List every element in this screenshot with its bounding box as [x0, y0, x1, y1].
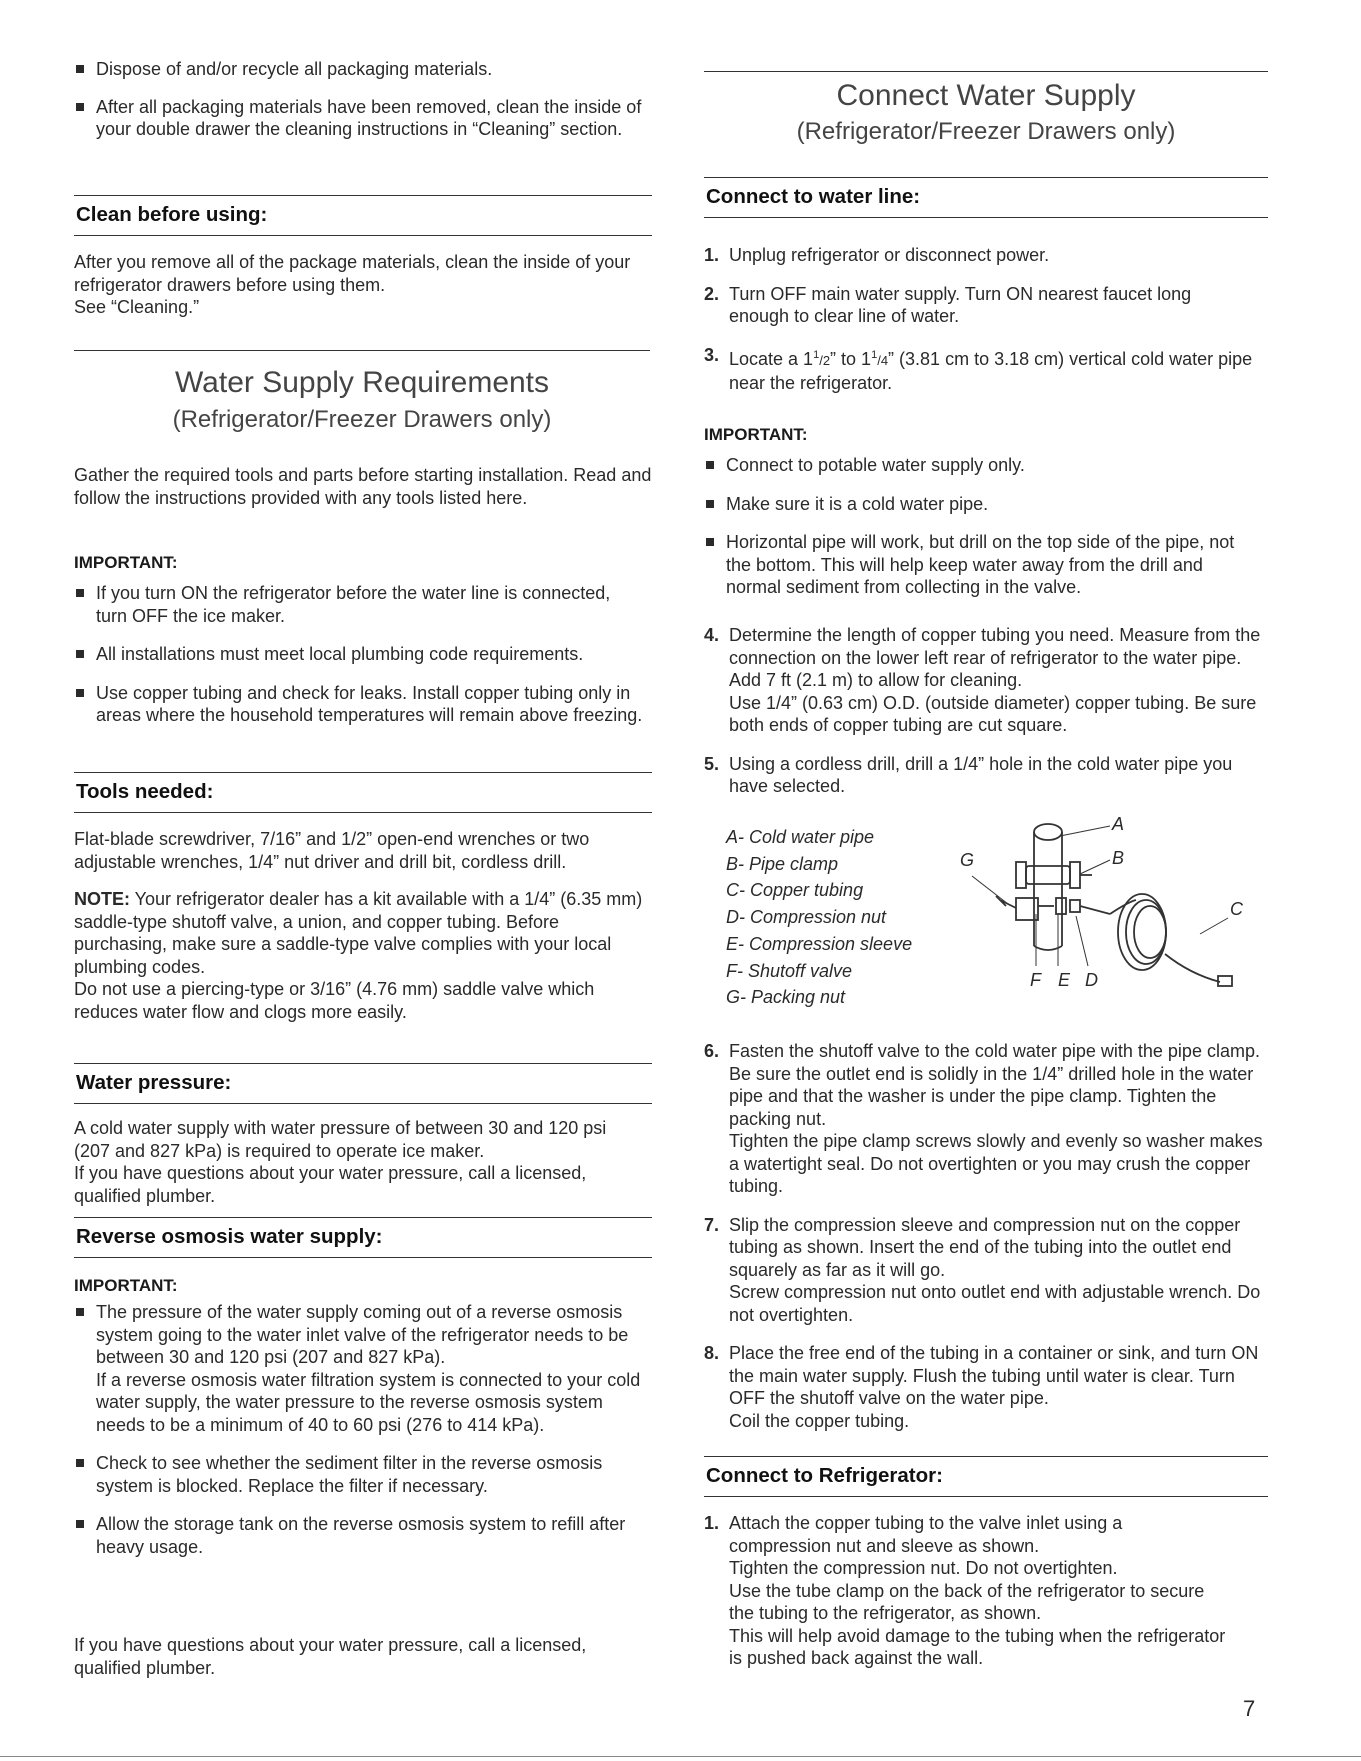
list-item: Make sure it is a cold water pipe.: [704, 493, 1260, 516]
important-label: IMPORTANT:: [704, 425, 808, 444]
requirements-bullets: [74, 582, 664, 727]
legend-item: F- Shutoff valve: [726, 960, 853, 981]
important-label: IMPORTANT:: [74, 553, 178, 572]
shutoff-valve-diagram: [960, 814, 1250, 1004]
pressure-paragraph: A cold water supply with water pressure of between 30 and 120 psi (207 and 827 kPa) is required to operate ice maker.: [74, 1118, 607, 1161]
list-item: Check to see whether the sediment filter in the reverse osmosis system is blocked. Replace the filter if necessary.: [74, 1452, 654, 1497]
note-label: NOTE:: [74, 889, 130, 909]
connect-water-subtitle: (Refrigerator/Freezer Drawers only): [796, 118, 1176, 145]
steps-6-8: [704, 1040, 1268, 1432]
connect-water-title: Connect Water Supply: [836, 79, 1136, 112]
step-6: 6. Fasten the shutoff valve to the cold water pipe with the pipe clamp. Be sure the outlet end is solidly in the 1/4” drilled hole in the water pipe and that the washer is under the pipe clamp. Tighten the packing nut. Tighten the pipe clamp screws slowly and evenly so washer makes a watertight seal. Do not overtighten or you may crush the copper tubing.: [704, 1041, 1263, 1196]
legend-item: B- Pipe clamp: [726, 853, 839, 874]
step-8: 8. Place the free end of the tubing in a container or sink, and turn ON the main water supply. Flush the tubing until water is clear. Turn OFF the shutoff valve on the water pipe. Coil the copper tubing.: [704, 1343, 1259, 1431]
list-item: Horizontal pipe will work, but drill on the top side of the pipe, not the bottom. This will help keep water away from the drill and normal sediment from collecting in the valve.: [704, 531, 1260, 599]
tools-heading: Tools needed:: [74, 772, 652, 813]
intro-bullets: [74, 58, 654, 141]
list-item: [74, 1301, 654, 1436]
page-bottom-rule: [0, 1756, 1361, 1757]
section-rule: [704, 71, 1268, 72]
label-b: B: [1112, 848, 1125, 868]
step-7: 7. Slip the compression sleeve and compression nut on the copper tubing as shown. Insert the end of the tubing into the outlet end squarely as far as it will go. Screw compression nut onto outlet end with adjustable wrench. Do not overtighten.: [704, 1214, 1261, 1325]
legend-item: D- Compression nut: [726, 907, 887, 928]
step-1: 1. Unplug refrigerator or disconnect power.: [704, 245, 1050, 265]
copper-tubing-coil: [1110, 894, 1232, 986]
water-requirements-title: Water Supply Requirements: [174, 366, 550, 399]
label-a: A: [1112, 814, 1125, 834]
water-line-steps: [704, 244, 1268, 395]
leader-lines: [972, 826, 1228, 966]
list-item: After all packaging materials have been removed, clean the inside of your double drawer the cleaning instructions in “Cleaning” section.: [74, 96, 654, 141]
list-item: Allow the storage tank on the reverse osmosis system to refill after heavy usage.: [74, 1513, 676, 1558]
reverse-osmosis-bullets: [74, 1301, 654, 1558]
tools-section: [74, 828, 654, 1023]
page-number: 7: [1243, 1696, 1256, 1721]
section-rule: [74, 350, 650, 351]
list-item: Connect to potable water supply only.: [704, 454, 1260, 477]
label-c: C: [1230, 899, 1243, 919]
step-3: 3. Locate a $1^1/2$” to $1^1/4$” (3.81 cm to 3.18 cm) vertical cold water pipe near the refrigerator.: [704, 344, 1253, 393]
tools-note-warning: Do not use a piercing-type or 3/16” (4.76 mm) saddle valve which reduces water flow and clogs more easily.: [74, 979, 595, 1022]
pressure-heading: Water pressure:: [74, 1063, 652, 1104]
pressure-section: [74, 1117, 634, 1207]
clean-heading: Clean before using:: [74, 195, 652, 236]
note-text: Your refrigerator dealer has a kit available with a 1/4” (6.35 mm) saddle-type shutoff valve, a union, and copper tubing. Before purchasing, make sure a saddle-type valve complies with your local plumbing codes.: [74, 889, 643, 977]
water-requirements-subtitle: (Refrigerator/Freezer Drawers only): [172, 406, 552, 433]
legend-item: A- Cold water pipe: [726, 827, 875, 847]
reverse-osmosis-heading: Reverse osmosis water supply:: [74, 1217, 652, 1258]
label-d: D: [1085, 970, 1098, 990]
tools-note: [74, 888, 654, 978]
list-item: Use copper tubing and check for leaks. Install copper tubing only in areas where the household temperatures will remain above freezing.: [74, 682, 656, 727]
ro-closing-note: If you have questions about your water pressure, call a licensed, qualified plumber.: [74, 1635, 587, 1678]
label-g: G: [960, 850, 975, 870]
water-line-heading: Connect to water line:: [704, 177, 1268, 218]
step-4: 4. Determine the length of copper tubing you need. Measure from the connection on the lower left rear of refrigerator to the water pipe. Add 7 ft (2.1 m) to allow for cleaning. Use 1/4” (0.63 cm) O.D. (outside diameter) copper tubing. Be sure both ends of copper tubing are cut square.: [704, 625, 1261, 735]
label-f: F: [1030, 970, 1041, 990]
important-label: IMPORTANT:: [74, 1276, 178, 1295]
refrigerator-step-1: 1. Attach the copper tubing to the valve inlet using a compression nut and sleeve as shown. Tighten the compression nut. Do not overtighten. Use the tube clamp on the back of the refrigerator to secure the tubing to the refrigerator, as shown. This will help avoid damage to the tubing when the refrigerator is pushed back against the wall.: [704, 1513, 1226, 1668]
compression-fittings: [1056, 898, 1110, 914]
pipe-clamp: [1016, 862, 1092, 888]
connect-refrigerator-heading: Connect to Refrigerator:: [704, 1456, 1268, 1497]
clean-paragraph: After you remove all of the package materials, clean the inside of your refrigerator drawers before using them.: [74, 252, 631, 295]
list-item: All installations must meet local plumbing code requirements.: [74, 643, 664, 666]
ro-filtration-requirement: If a reverse osmosis water filtration system is connected to your cold water supply, the water pressure to the reverse osmosis system needs to be a minimum of 40 to 60 psi (276 to 414 kPa).: [96, 1369, 641, 1435]
ro-pressure-requirement: The pressure of the water supply coming out of a reverse osmosis system going to the water inlet valve of the refrigerator needs to be between 30 and 120 psi (207 and 827 kPa).: [96, 1302, 629, 1367]
clean-section: [74, 251, 654, 319]
shutoff-valve: [996, 896, 1054, 920]
legend-item: C- Copper tubing: [726, 880, 864, 901]
list-item: Dispose of and/or recycle all packaging materials.: [74, 58, 654, 81]
step-2: 2. Turn OFF main water supply. Turn ON nearest faucet long enough to clear line of water.: [704, 283, 1192, 326]
steps-4-5: [704, 624, 1268, 798]
clean-see-cleaning: See “Cleaning.”: [74, 297, 200, 317]
diagram-legend: [726, 824, 966, 1011]
pressure-plumber: If you have questions about your water pressure, call a licensed, qualified plumber.: [74, 1163, 587, 1206]
label-e: E: [1058, 970, 1071, 990]
step-5: 5. Using a cordless drill, drill a 1/4” hole in the cold water pipe you have selected.: [704, 753, 1233, 796]
tools-list: Flat-blade screwdriver, 7/16” and 1/2” open-end wrenches or two adjustable wrenches, 1/4” nut driver and drill bit, cordless drill.: [74, 829, 590, 872]
requirements-intro: Gather the required tools and parts before starting installation. Read and follow the instructions provided with any tools listed here.: [74, 465, 652, 508]
list-item: If you turn ON the refrigerator before the water line is connected, turn OFF the ice maker.: [74, 582, 616, 627]
legend-item: E- Compression sleeve: [726, 933, 913, 954]
legend-item: G- Packing nut: [726, 987, 846, 1008]
pipe-bullets: [704, 454, 1260, 599]
